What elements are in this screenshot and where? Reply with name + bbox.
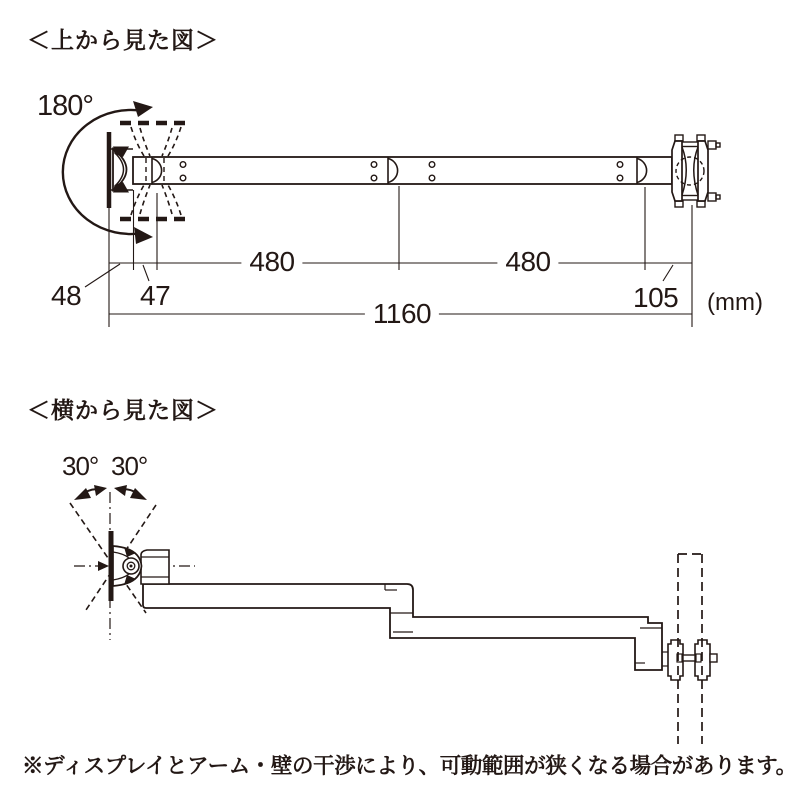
tilt-arrowhead-right-inner bbox=[114, 485, 127, 496]
arm-tube-top-view bbox=[133, 157, 672, 184]
tilt-angle-left-label: 30° bbox=[62, 451, 99, 481]
pivot-center-dot bbox=[130, 565, 133, 568]
arm-profile-side-view bbox=[143, 584, 662, 670]
rotation-arrowhead-bottom bbox=[134, 227, 153, 244]
side-view-title: ＜横から見た図＞ bbox=[27, 397, 219, 423]
dimension-480-right: 480 bbox=[497, 248, 558, 276]
top-view-title: ＜上から見た図＞ bbox=[27, 27, 219, 53]
dimension-480-left: 480 bbox=[241, 248, 302, 276]
arm-socket-side-view bbox=[141, 550, 169, 584]
clamp-bolt-rod bbox=[683, 655, 695, 661]
dimension-total-1160: 1160 bbox=[365, 300, 439, 328]
dimension-48: 48 bbox=[51, 280, 82, 311]
side-view-drawing bbox=[70, 485, 717, 744]
leader-47 bbox=[143, 265, 149, 281]
clamp-bolt-head bbox=[710, 654, 717, 662]
wall-bracket-top-view bbox=[111, 147, 133, 193]
tilt-head-side-view bbox=[113, 546, 142, 586]
dimension-105: 105 bbox=[633, 282, 679, 313]
plate-pointer-arrowhead bbox=[98, 561, 109, 571]
unit-label: (mm) bbox=[707, 289, 763, 316]
leader-105 bbox=[663, 265, 673, 281]
tilt-arrowhead-left-inner bbox=[94, 485, 107, 496]
leader-48 bbox=[85, 264, 120, 287]
caution-note: ※ディスプレイとアーム・壁の干渉により、可動範囲が狭くなる場合があります。 bbox=[22, 754, 797, 778]
dimension-47: 47 bbox=[140, 280, 171, 311]
tilt-angle-right-label: 30° bbox=[111, 451, 148, 481]
rotation-arrowhead-top bbox=[133, 101, 153, 117]
rotation-angle-label: 180° bbox=[37, 90, 93, 122]
pole-clamp-side-view bbox=[668, 640, 717, 680]
pole-clamp-top-view bbox=[672, 135, 720, 207]
